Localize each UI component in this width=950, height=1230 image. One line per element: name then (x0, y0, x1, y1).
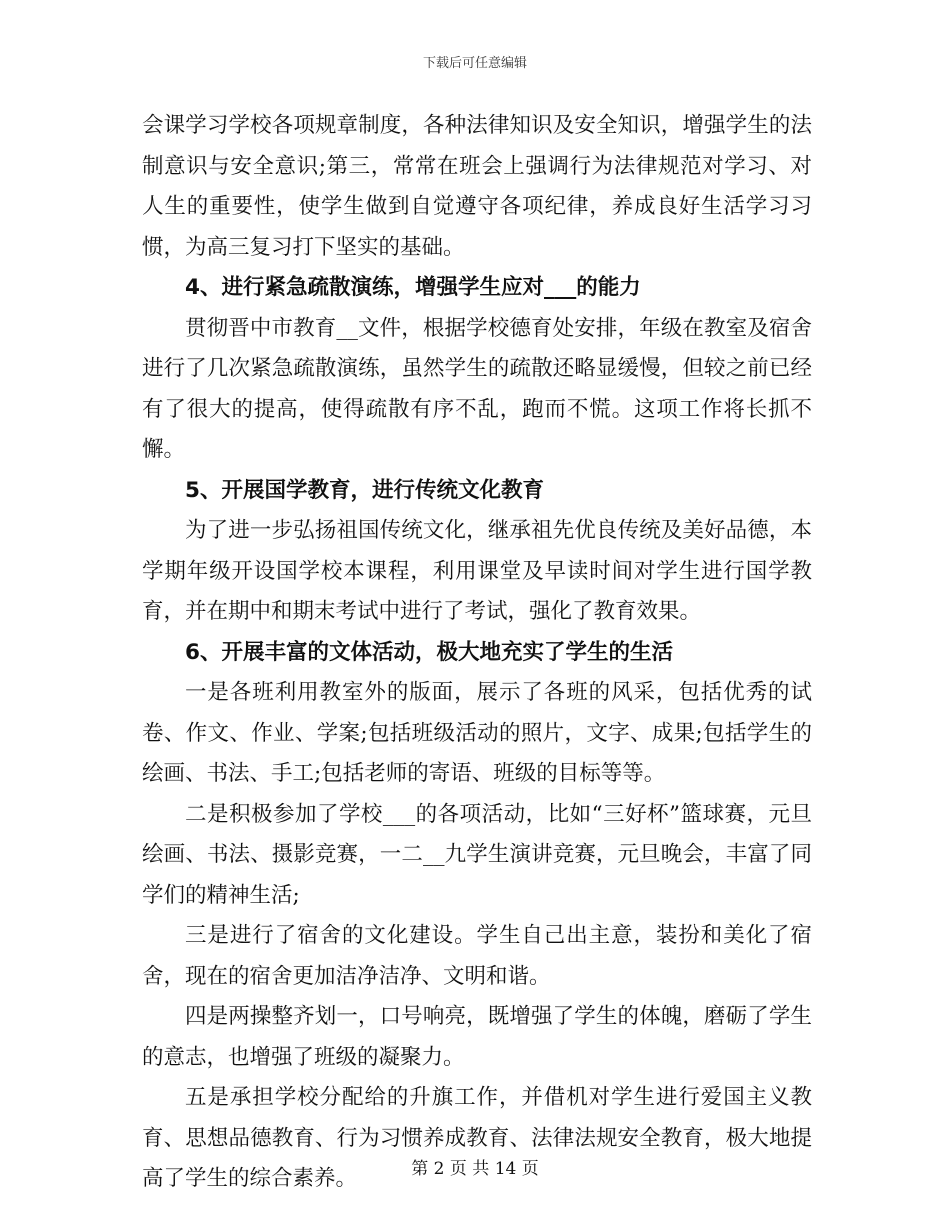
section-heading-5: 5、开展国学教育，进行传统文化教育 (185, 477, 544, 503)
paragraph-activity-1: 一是各班利用教室外的版面，展示了各班的风采，包括优秀的试卷、作文、作业、学案;包括班级活动的照片，文字、成果;包括学生的绘画、书法、手工;包括老师的寄语、班级的目标等等。 (142, 680, 812, 786)
header-note: 下载后可任意编辑 (422, 56, 527, 71)
paragraph-evacuation-drill: 贯彻晋中市教育__文件，根据学校德育处安排，年级在教室及宿舍进行了几次紧急疏散演练，虽然学生的疏散还略显缓慢，但较之前已经有了很大的提高，使得疏散有序不乱，跑而不慌。这项工作将长抓不懈。 (142, 315, 812, 462)
paragraph-activity-5: 五是承担学校分配给的升旗工作，并借机对学生进行爱国主义教育、思想品德教育、行为习惯养成教育、法律法规安全教育，极大地提高了学生的综合素养。 (142, 1085, 812, 1191)
section-heading-6: 6、开展丰富的文体活动，极大地充实了学生的生活 (185, 639, 673, 665)
paragraph-guoxue-education: 为了进一步弘扬祖国传统文化，继承祖先优良传统及美好品德，本学期年级开设国学校本课程，利用课堂及早读时间对学生进行国学教育，并在期中和期末考试中进行了考试，强化了教育效果。 (142, 518, 812, 624)
section-heading-4: 4、进行紧急疏散演练，增强学生应对___的能力 (185, 275, 641, 300)
page-number-footer: 第 2 页 共 14 页 (411, 1159, 539, 1179)
paragraph-continuation: 会课学习学校各项规章制度，各种法律知识及安全知识，增强学生的法制意识与安全意识;第三，常常在班会上强调行为法律规范对学习、对人生的重要性，使学生做到自觉遵守各项纪律，养成良好生活学习习惯，为高三复习打下坚实的基础。 (142, 113, 812, 260)
paragraph-activity-3: 三是进行了宿舍的文化建设。学生自己出主意，装扮和美化了宿舍，现在的宿舍更加洁净洁净、文明和谐。 (142, 923, 812, 989)
paragraph-activity-2: 二是积极参加了学校___的各项活动，比如“三好杯”篮球赛，元旦绘画、书法、摄影竞赛，一二__九学生演讲竞赛，元旦晚会，丰富了同学们的精神生活; (142, 801, 812, 908)
document-body (142, 106, 812, 1200)
paragraph-activity-4: 四是两操整齐划一，口号响亮，既增强了学生的体魄，磨砺了学生的意志，也增强了班级的凝聚力。 (142, 1004, 812, 1070)
